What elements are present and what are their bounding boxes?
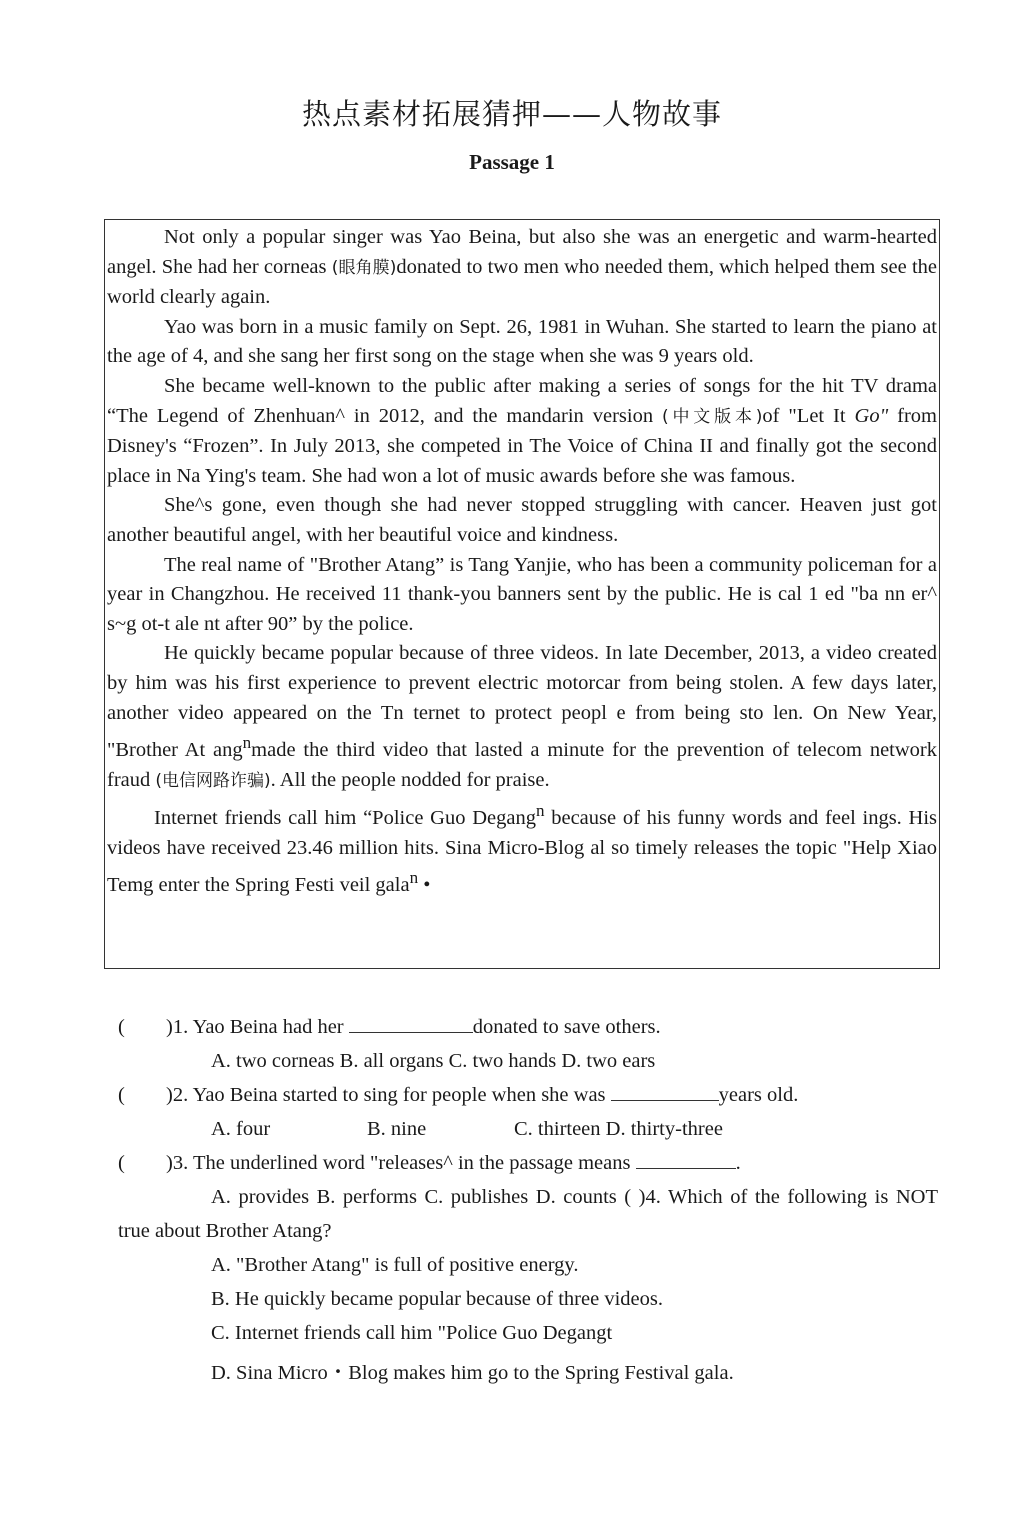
answer-blank [349, 1012, 473, 1033]
paragraph-7-text-b: because of his funny words and feel ings. His videos have received 23.46 million hits. Sina Micro-Blog al so timely releases the topic "Help Xiao Temg enter the Spring Festi veil gala [107, 806, 938, 896]
paragraph-7-superscript-2: n [409, 868, 419, 888]
paragraph-3-text-b: of "Let It [762, 404, 855, 427]
paragraph-7-text-c: • [418, 873, 431, 896]
paragraph-6 [107, 639, 937, 796]
paragraph-3-italic: Go" [854, 404, 889, 427]
answer-paren: ( [118, 1084, 125, 1106]
question-2-options [118, 1112, 938, 1146]
paragraph-1 [107, 223, 937, 313]
question-2-stem-a: )2. Yao Beina started to sing for people when she was [166, 1084, 611, 1106]
question-4-option-a: A. "Brother Atang" is full of positive energy. [211, 1254, 579, 1276]
paragraph-4: She^s gone, even though she had never stopped struggling with cancer. Heaven just got another beautiful angel, with her beautiful voice and kindness. [107, 494, 937, 546]
question-2-option-b: B. nine [367, 1118, 427, 1140]
questions-section [118, 1010, 938, 1390]
question-1-stem-a: )1. Yao Beina had her [166, 1016, 349, 1038]
question-2 [118, 1078, 938, 1112]
question-2-option-cd: C. thirteen D. thirty-three [514, 1118, 723, 1140]
paragraph-7 [107, 796, 937, 900]
question-3-options-text: A. provides B. performs C. publishes D. counts ( )4. Which of the following is NOT true about Brother Atang? [118, 1186, 938, 1242]
paragraph-5: The real name of "Brother Atang” is Tang Yanjie, who has been a community policeman for a year in Changzhou. He received 11 thank-you banners sent by the public. He is cal 1 ed "ba nn er^ s~g ot-t ale nt after 90” by the police. [107, 553, 937, 635]
paragraph-6-text-c: . All the people nodded for praise. [270, 768, 550, 791]
paragraph-3 [107, 372, 937, 491]
paragraph-6-superscript: n [242, 733, 252, 753]
paragraph-3-text-a: She became well-known to the public after making a series of songs for the hit TV drama “The Legend of Zhenhuan^ in 2012, and the mandarin version [107, 374, 937, 427]
question-2-stem-b: years old. [718, 1084, 799, 1106]
question-3-stem-b: . [735, 1152, 741, 1174]
question-4-option-c: C. Internet friends call him "Police Guo Degangt [211, 1322, 613, 1344]
question-3-stem-a: )3. The underlined word "releases^ in the passage means [166, 1152, 636, 1174]
paragraph-1-chinese-gloss: (眼角膜) [331, 257, 397, 278]
paragraph-1-text-a: Not only a popular singer was Yao Beina, but also she was an energetic and warm-hearted angel. She had her corneas [107, 226, 937, 278]
paragraph-6-chinese-gloss: (电信网路诈骗) [155, 770, 271, 791]
paragraph-2: Yao was born in a music family on Sept. 26, 1981 in Wuhan. She started to learn the piano at the age of 4, and she sang her first song on the stage when she was 9 years old. [107, 315, 937, 368]
question-3-options-and-question-4-stem [118, 1180, 938, 1248]
paragraph-3-chinese-gloss: (中文版本) [662, 406, 763, 427]
question-4-option-d: D. Sina Micro・Blog makes him go to the Spring Festival gala. [211, 1362, 734, 1384]
question-3 [118, 1146, 938, 1180]
question-1 [118, 1010, 938, 1044]
page-title: 热点素材拓展猜押——人物故事 [301, 97, 722, 131]
paragraph-7-superscript-1: n [535, 801, 545, 821]
paragraph-1-text-b: donated to two men who needed them, which helped them see the world clearly again. [107, 255, 937, 309]
answer-blank [611, 1080, 719, 1101]
passage-box [104, 219, 940, 969]
question-1-stem-b: donated to save others. [472, 1016, 661, 1038]
passage-heading: Passage 1 [469, 150, 555, 174]
answer-paren: ( [118, 1016, 125, 1038]
answer-paren: ( [118, 1152, 125, 1174]
paragraph-7-text-a: Internet friends call him “Police Guo Degang [154, 806, 536, 829]
question-4-option-b: B. He quickly became popular because of three videos. [211, 1288, 663, 1310]
paragraph-6-text-b: made the third video that lasted a minute for the prevention of telecom network fraud [107, 738, 937, 791]
answer-blank [636, 1148, 736, 1169]
paragraph-6-text-a: He quickly became popular because of three videos. In late December, 2013, a video created by him was his first experience to prevent electric motorcar from being stolen. A few days later, another video appeared on the Tn ternet to protect peopl e from being sto len. On New Year, "Brother At ang [107, 642, 937, 761]
paragraph-3-text-c: from Disney's “Frozen”. In July 2013, she competed in The Voice of China II and finally got the second place in Na Ying's team. She had won a lot of music awards before she was famous. [107, 404, 937, 487]
question-2-option-a: A. four [211, 1118, 271, 1140]
question-1-options: A. two corneas B. all organs C. two hands D. two ears [211, 1050, 656, 1072]
